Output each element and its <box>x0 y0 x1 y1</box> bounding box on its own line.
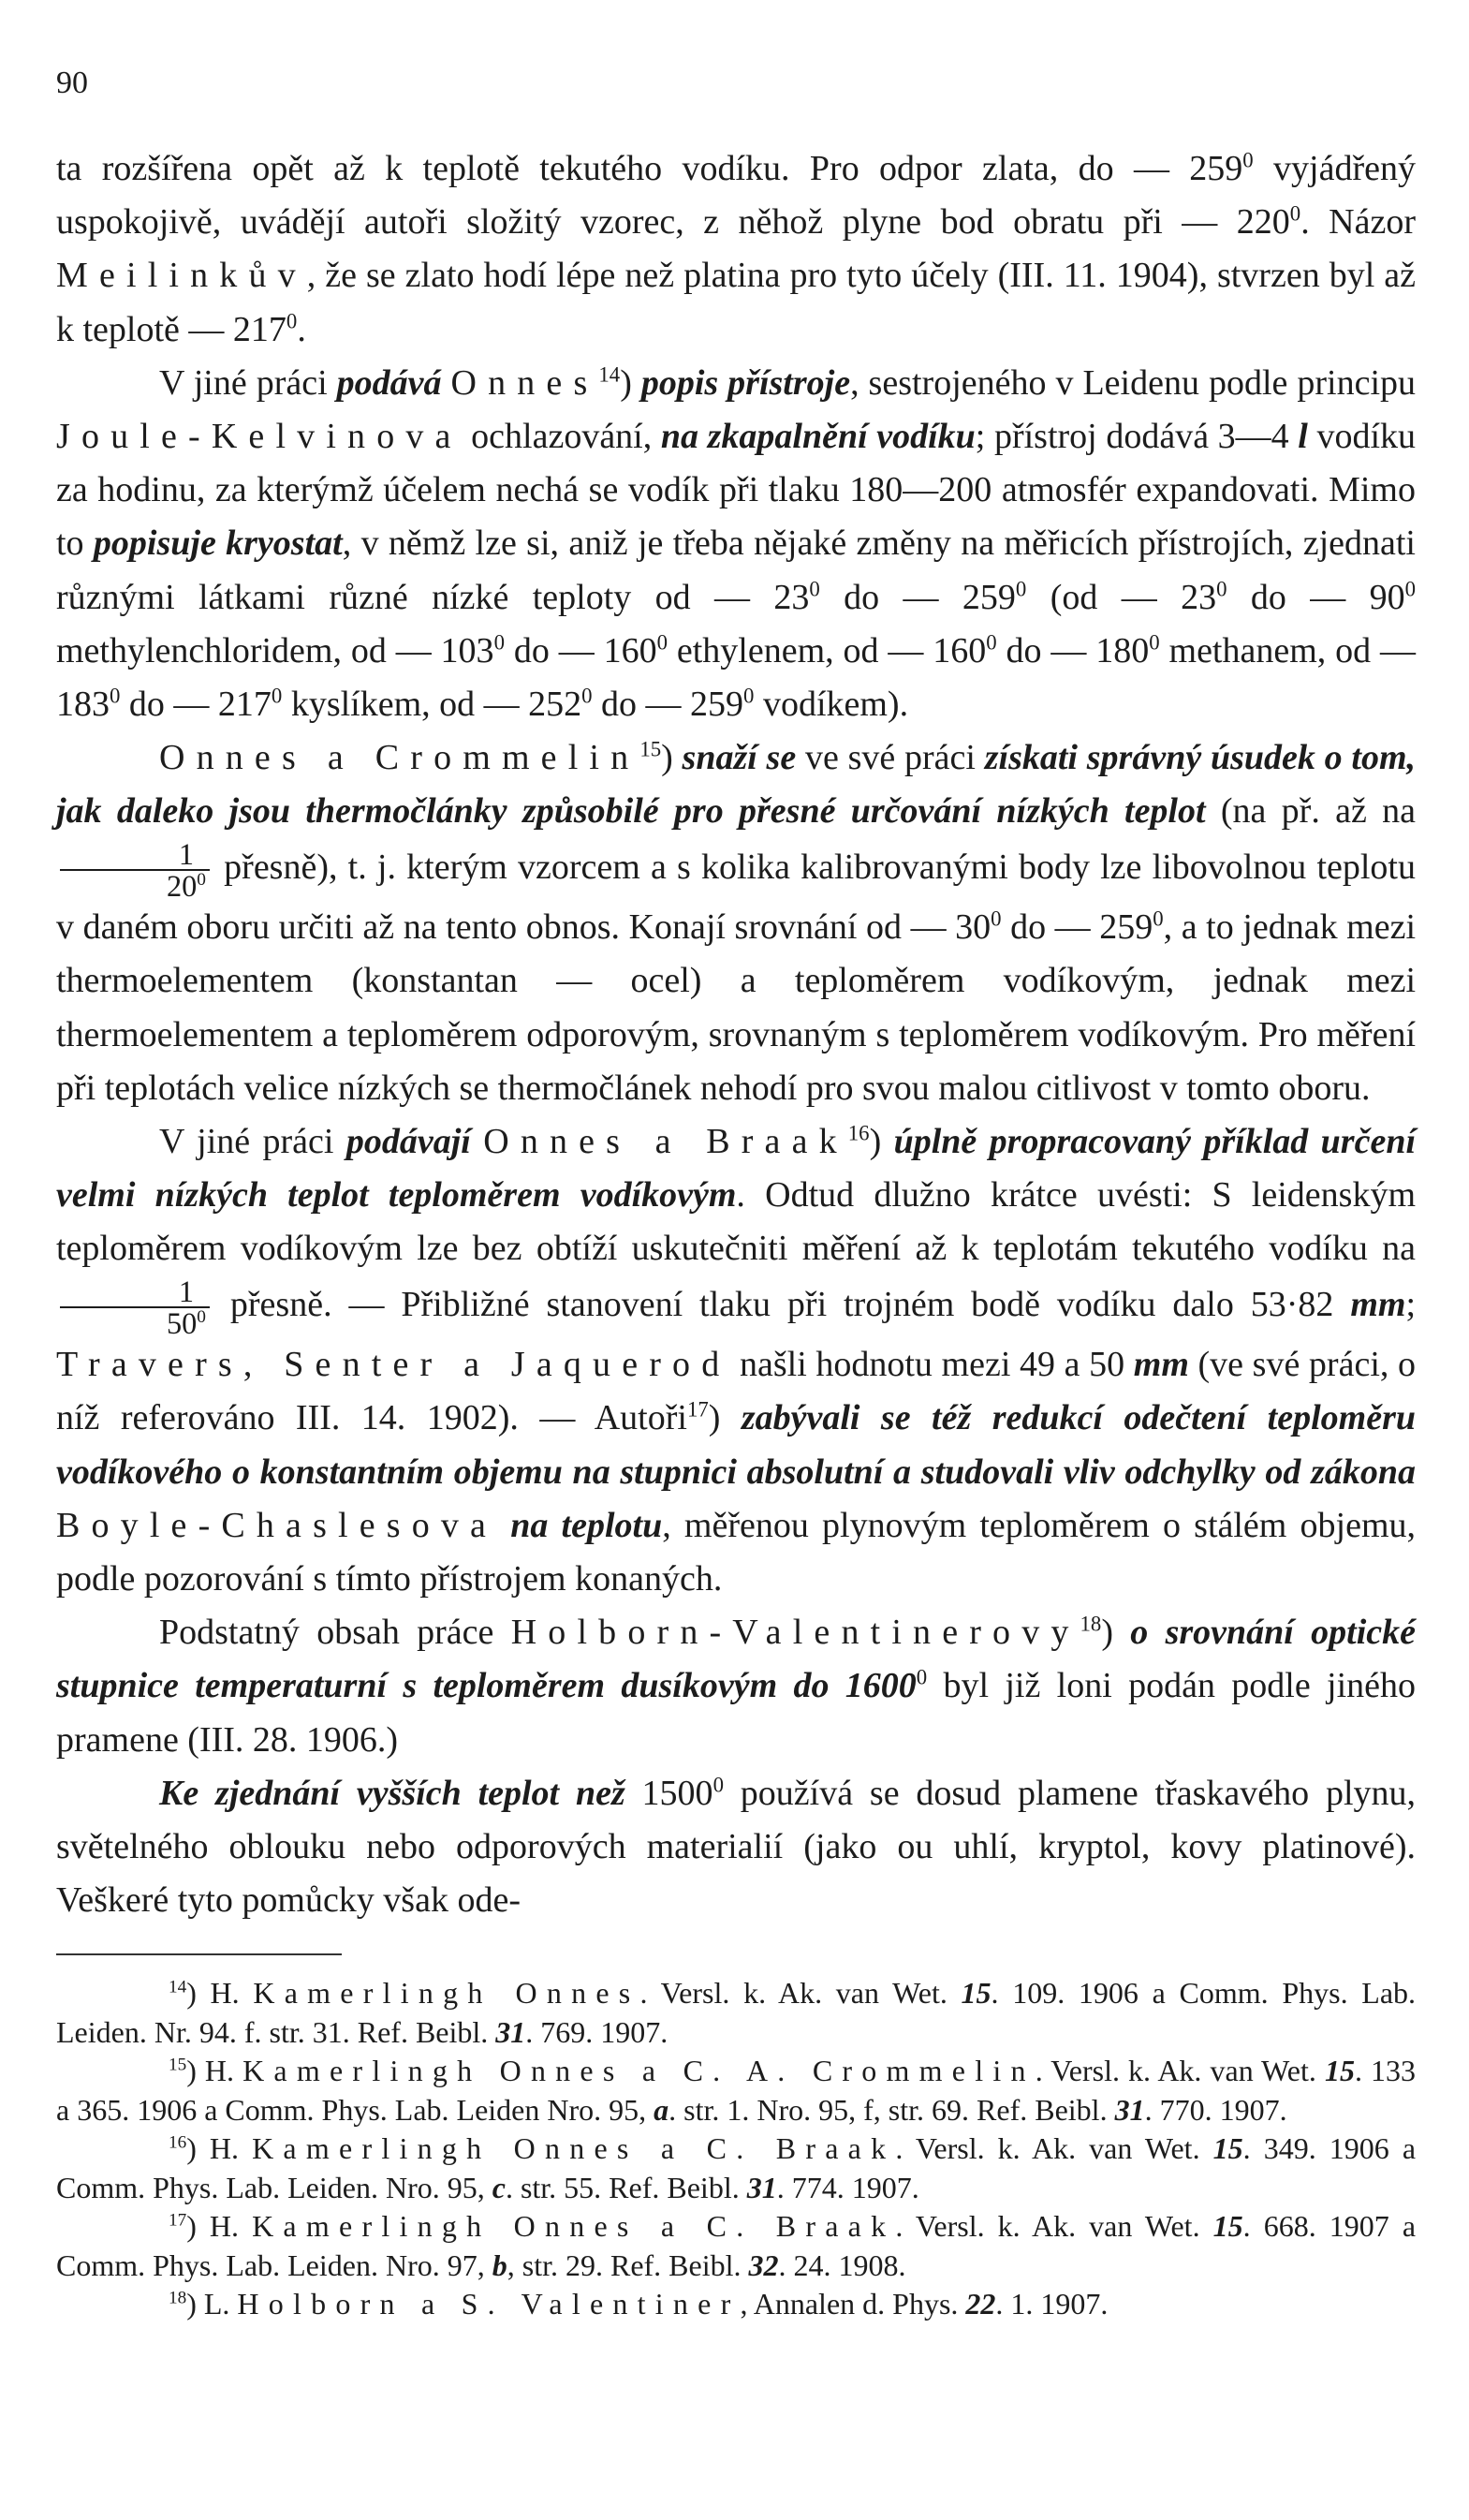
text-run: ; <box>1405 1284 1416 1324</box>
text-run: ) H. <box>186 2209 253 2243</box>
text-run: ethylenem, od — 160 <box>667 630 987 671</box>
text-run: ochlazování, <box>462 417 661 457</box>
text-run: . 769. 1907. <box>525 2014 668 2049</box>
emphasis-text: 15 <box>1324 2054 1355 2087</box>
spaced-name: Kamerlingh Onnes a C. Braak <box>252 2209 896 2243</box>
superscript: 0 <box>916 1665 928 1689</box>
superscript: 0 <box>1242 148 1254 172</box>
text-run: . 668. 1907 a Comm. Phys. Lab. Leiden. Nro. 97, <box>56 2209 1417 2282</box>
text-run: do — 90 <box>1227 577 1405 617</box>
text-run: . <box>297 309 306 349</box>
spaced-name: Meilinkův <box>56 256 307 296</box>
superscript: 15 <box>639 737 662 761</box>
emphasis-text: získati správný úsudek o tom, jak daleko jsou thermočlánky způsobilé pro přesné určování nízkých teplot <box>56 738 1417 832</box>
text-run: , měřenou plynovým teploměrem o stálém objemu, podle pozorování s tímto přístrojem konaných. <box>56 1505 1417 1599</box>
superscript: 0 <box>809 576 820 600</box>
text-run: 1500 <box>624 1773 713 1813</box>
text-run: ) <box>620 362 641 403</box>
spaced-name: Onnes <box>450 362 599 403</box>
fraction-denominator-value: 20 <box>167 868 198 903</box>
text-run: ; přístroj dodává 3—4 <box>975 417 1299 457</box>
superscript: 18 <box>1080 1612 1102 1636</box>
spaced-name: Holborn a S. Valentiner <box>237 2287 741 2321</box>
emphasis-text: o srovnání optické stupnice temperaturní s teploměrem dusíkovým do 1600 <box>56 1613 1416 1706</box>
superscript: 14 <box>598 362 621 387</box>
spaced-name: Kamerlingh Onnes a C. Braak <box>252 2131 896 2165</box>
fraction-numerator: 1 <box>60 1276 210 1308</box>
text-run: do — 217 <box>120 685 272 725</box>
text-run: (od — 23 <box>1026 577 1217 617</box>
emphasis-text: Ke zjednání vyšších teplot než <box>159 1773 625 1813</box>
text-run: do — 180 <box>996 630 1150 671</box>
superscript: 0 <box>110 684 121 708</box>
body-text <box>56 142 1416 1927</box>
spaced-name: Travers, Senter a Jaquerod <box>56 1345 731 1385</box>
text-run: do — 259 <box>819 577 1016 617</box>
spaced-name: Onnes a Braak <box>483 1122 848 1162</box>
superscript: 0 <box>991 906 1002 931</box>
text-run: methylenchloridem, od — 103 <box>56 630 494 671</box>
superscript: 17 <box>686 1397 709 1422</box>
text-run: (ve své práci, o níž referováno III. 14. 1902). — Autoři <box>56 1345 1417 1438</box>
superscript: 0 <box>1149 630 1160 655</box>
emphasis-text: 15 <box>961 1976 992 2010</box>
emphasis-text: 22 <box>965 2287 996 2321</box>
text-run: , že se zlato hodí lépe než platina pro tyto účely (III. 11. 1904), stvrzen byl až k teplotě — 217 <box>56 256 1416 349</box>
degree-mark: 0 <box>197 870 206 891</box>
paragraph <box>56 357 1416 731</box>
footnote <box>56 2129 1416 2207</box>
text-run: ) <box>661 738 683 778</box>
emphasis-text: 31 <box>1114 2092 1145 2127</box>
paragraph <box>56 1606 1416 1767</box>
text-run: ve své práci <box>796 738 985 778</box>
superscript: 16 <box>847 1121 870 1145</box>
text-run: . 774. 1907. <box>776 2170 919 2204</box>
text-run: V jiné práci <box>159 1122 346 1162</box>
text-run: (na př. až na <box>1205 791 1416 832</box>
text-run: . 349. 1906 a Comm. Phys. Lab. Leiden. Nro. 95, <box>56 2131 1417 2204</box>
text-run: . 24. 1908. <box>778 2247 906 2282</box>
emphasis-text: popis přístroje <box>640 362 851 403</box>
superscript: 0 <box>1015 576 1027 600</box>
spaced-name: Onnes a Crommelin <box>159 738 640 778</box>
spaced-name: Kamerlingh Onnes a C. A. Crommelin <box>242 2054 1036 2087</box>
emphasis-text: úplně propracovaný příklad určení velmi nízkých teplot teploměrem vodíkovým <box>56 1122 1417 1216</box>
superscript: 0 <box>493 630 505 655</box>
superscript: 16 <box>169 2132 187 2153</box>
emphasis-text: podávají <box>345 1122 471 1162</box>
spaced-name: Kamerlingh Onnes <box>253 1976 640 2010</box>
fraction-denominator-value: 50 <box>167 1305 198 1340</box>
text-run: ) <box>1101 1613 1131 1653</box>
text-run: vyjádřený uspokojivě, uvádějí autoři složitý vzorec, z něhož plyne bod obratu při — 220 <box>56 149 1416 243</box>
text-run: . str. 1. Nro. 95, f, str. 69. Ref. Beibl. <box>668 2092 1115 2127</box>
text-run: do — 259 <box>592 685 744 725</box>
text-run: používá se dosud plamene třaskavého plynu, světelného oblouku nebo odporových materialií (jako ou uhlí, kryptol, kovy platinové). Veškeré tyto pomůcky však ode- <box>56 1773 1416 1921</box>
text-run: Podstatný obsah práce <box>159 1613 511 1653</box>
superscript: 0 <box>581 684 593 708</box>
superscript: 0 <box>271 684 283 708</box>
emphasis-text: na teplotu <box>510 1505 663 1545</box>
emphasis-text: na zkapalnění vodíku <box>660 417 976 457</box>
emphasis-text: 15 <box>1212 2209 1243 2243</box>
footnote <box>56 1974 1416 2052</box>
text-run: přesně), t. j. kterým vzorcem a s kolika kalibrovanými body lze libovolnou teplotu v daném oboru určiti až na tento obnos. Konají srovnání od — 30 <box>56 847 1416 948</box>
fraction-numerator: 1 <box>60 839 210 871</box>
superscript: 0 <box>712 1773 724 1797</box>
emphasis-text: 31 <box>746 2170 777 2204</box>
paragraph <box>56 731 1416 1115</box>
text-run: do — 259 <box>1001 907 1153 948</box>
paragraph <box>56 1767 1416 1928</box>
text-run: . 133 a 365. 1906 a Comm. Phys. Lab. Leiden Nro. 95, <box>56 2054 1417 2127</box>
text-run: . Názor <box>1300 202 1416 243</box>
text-run: ) H. <box>186 2131 253 2165</box>
superscript: 0 <box>656 630 668 655</box>
superscript: 0 <box>986 630 997 655</box>
text-run: V jiné práci <box>159 362 337 403</box>
text-run <box>471 1122 483 1161</box>
text-run: kyslíkem, od — 252 <box>282 685 582 725</box>
text-run: , Annalen d. Phys. <box>740 2287 966 2321</box>
footnote <box>56 2207 1416 2285</box>
text-run: ) H. <box>186 1976 254 2010</box>
text-run: , str. 29. Ref. Beibl. <box>507 2247 749 2282</box>
footnotes <box>56 1974 1416 2324</box>
emphasis-text: a <box>654 2092 669 2127</box>
emphasis-text: 15 <box>1212 2131 1243 2165</box>
text-run: . Versl. k. Ak. van Wet. <box>895 2209 1213 2243</box>
paragraph <box>56 142 1416 357</box>
superscript: 0 <box>743 684 755 708</box>
emphasis-text: 32 <box>748 2247 779 2282</box>
emphasis-text: l <box>1298 417 1308 457</box>
spaced-name: Boyle-Chaslesova <box>56 1505 498 1545</box>
emphasis-text: mm <box>1133 1345 1189 1385</box>
page-number: 90 <box>56 66 88 100</box>
text-run: byl již loni podán podle jiného pramene (III. 28. 1906.) <box>56 1666 1416 1760</box>
paragraph <box>56 1115 1416 1606</box>
emphasis-text: zabývali se též redukcí odečtení teploměru vodíkového o konstantním objemu na stupnici absolutní a studovali vliv odchylky od zákona <box>56 1398 1416 1492</box>
footnote <box>56 2285 1416 2324</box>
text-run: ) L. <box>186 2287 238 2321</box>
text-run: . Versl. k. Ak. van Wet. <box>639 1976 962 2010</box>
text-run: vodíku za hodinu, za kterýmž účelem nechá se vodík při tlaku 180—200 atmosfér expandovati. Mimo to <box>56 417 1417 564</box>
superscript: 0 <box>1216 576 1227 600</box>
spaced-name: Holborn-Valentinerovy <box>510 1613 1080 1653</box>
text-run: . 1. 1907. <box>995 2287 1109 2321</box>
text-run: . str. 55. Ref. Beibl. <box>505 2170 747 2204</box>
text-run: . Versl. k. Ak. van Wet. <box>895 2131 1213 2165</box>
text-run: , sestrojeného v Leidenu podle principu <box>850 362 1416 403</box>
text-run: . Versl. k. Ak. van Wet. <box>1035 2054 1325 2087</box>
fraction-denominator <box>60 1305 210 1340</box>
text-run <box>442 363 451 403</box>
text-run <box>497 1506 510 1545</box>
text-run: ) H. <box>186 2054 243 2087</box>
emphasis-text: podává <box>336 362 442 403</box>
fraction-denominator <box>60 868 210 903</box>
fraction <box>60 1276 210 1339</box>
emphasis-text: snaží se <box>682 738 797 778</box>
text-run: vodíkem). <box>754 685 909 725</box>
degree-mark: 0 <box>197 1307 206 1328</box>
text-run: . Odtud dlužno krátce uvésti: S leidenským teploměrem vodíkovým lze bez obtíží uskutečniti měření až k teplotám tekutého vodíku na <box>56 1175 1417 1269</box>
superscript: 17 <box>169 2210 187 2231</box>
emphasis-text: popisuje kryostat <box>93 523 343 564</box>
text-run: . 770. 1907. <box>1144 2092 1287 2127</box>
emphasis-text: b <box>492 2247 507 2282</box>
emphasis-text: mm <box>1350 1284 1406 1324</box>
text-run: našli hodnotu mezi 49 a 50 <box>730 1345 1134 1385</box>
superscript: 0 <box>1153 906 1164 931</box>
emphasis-text: c <box>492 2170 506 2204</box>
emphasis-text: 31 <box>495 2014 526 2049</box>
superscript: 0 <box>286 308 298 332</box>
text-run: . 109. 1906 a Comm. Phys. Lab. Leiden. Nr. 94. f. str. 31. Ref. Beibl. <box>56 1976 1417 2049</box>
superscript: 0 <box>1404 576 1417 600</box>
superscript: 14 <box>169 1977 187 1997</box>
footnote-divider <box>56 1953 342 1955</box>
superscript: 15 <box>169 2055 187 2075</box>
footnote <box>56 2052 1416 2129</box>
text-run: do — 160 <box>504 630 657 671</box>
fraction <box>60 836 210 903</box>
text-run: , a to jednak mezi thermoelementem (konstantan — ocel) a teploměrem vodíkovým, jednak mezi thermoelementem a teploměrem odporovým, srovnaným s teploměrem vodíkovým. Pro měření při teplotách velice nízkých se thermočlánek nehodí pro svou malou citlivost v tomto oboru. <box>56 907 1417 1108</box>
text-run: , v němž lze si, aniž je třeba nějaké změny na měřicích přístrojích, zjednati různými látkami různé nízké teploty od — 23 <box>56 523 1416 617</box>
text-run: ) <box>708 1398 742 1438</box>
superscript: 0 <box>1289 201 1301 226</box>
text-run: přesně. — Přibližné stanovení tlaku při trojném bodě vodíku dalo 53·82 <box>213 1284 1351 1324</box>
text-run: methanem, od — 183 <box>56 630 1417 725</box>
text-run: ta rozšířena opět až k teplotě tekutého vodíku. Pro odpor zlata, do — 259 <box>56 149 1243 188</box>
superscript: 18 <box>169 2288 187 2308</box>
text-run: ) <box>869 1122 894 1162</box>
spaced-name: Joule-Kelvinova <box>56 417 463 457</box>
